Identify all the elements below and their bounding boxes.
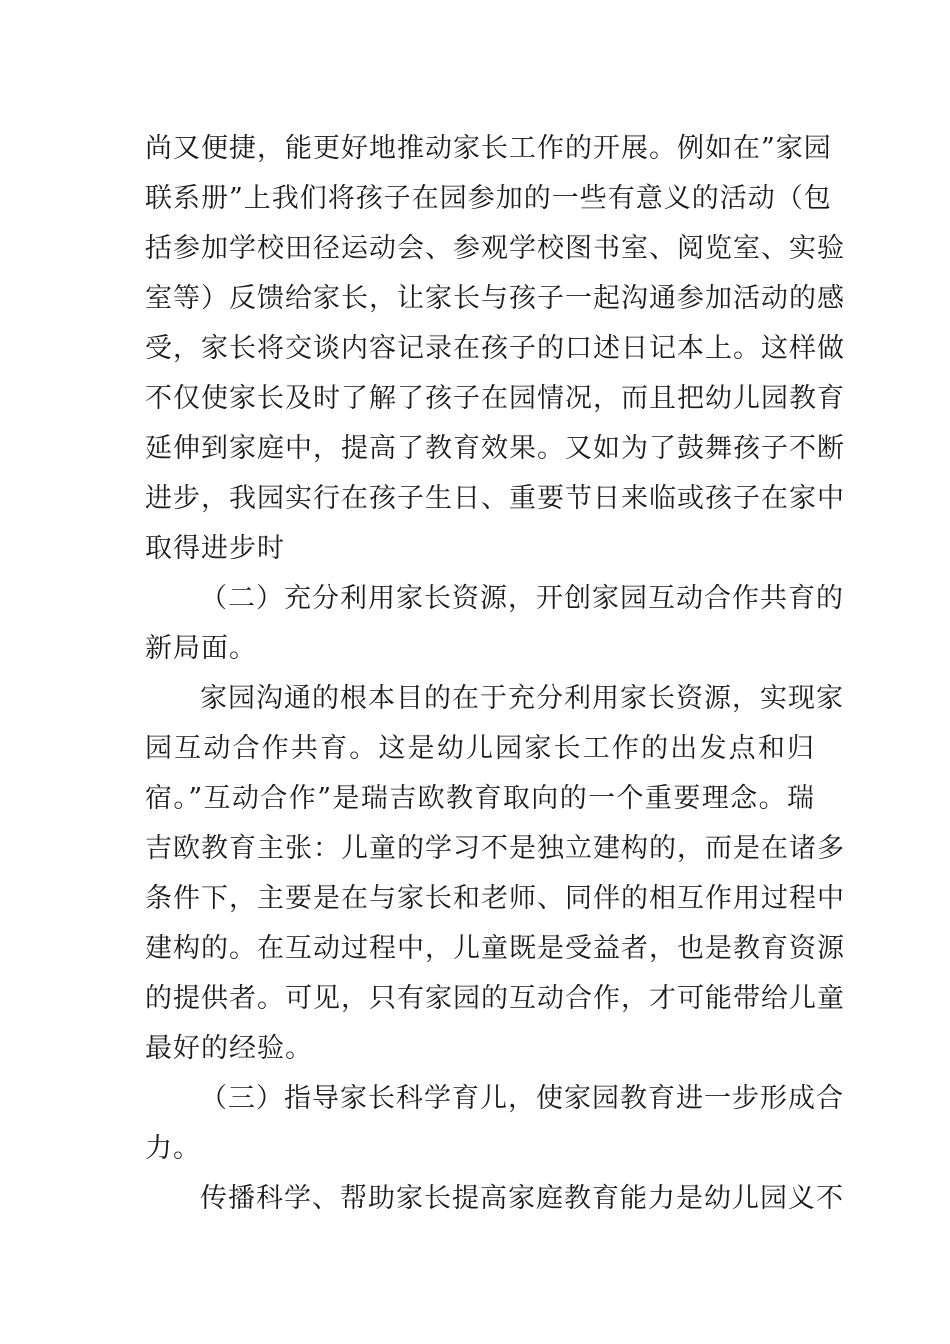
paragraph-start: 家园沟通的根本目的在于充分利用家长资源，实现家 bbox=[200, 683, 844, 714]
text-line: 条件下，主要是在与家长和老师、同伴的相互作用过程中 bbox=[145, 883, 845, 914]
text-line: 不仅使家长及时了解了孩子在园情况，而且把幼儿园教育 bbox=[145, 383, 845, 414]
section-heading-3-cont: 力。 bbox=[145, 1133, 201, 1164]
text-line: 园互动合作共育。这是幼儿园家长工作的出发点和归 bbox=[145, 733, 815, 764]
text-line: 最好的经验。 bbox=[145, 1033, 313, 1064]
section-heading-2-cont: 新局面。 bbox=[145, 633, 257, 664]
section-heading-3: （三）指导家长科学育儿，使家园教育进一步形成合 bbox=[200, 1083, 844, 1114]
text-line: 括参加学校田径运动会、参观学校图书室、阅览室、实验 bbox=[145, 233, 845, 264]
text-line: 宿。”互动合作”是瑞吉欧教育取向的一个重要理念。瑞 bbox=[145, 783, 815, 814]
text-line: 建构的。在互动过程中，儿童既是受益者，也是教育资源 bbox=[145, 933, 845, 964]
text-line: 尚又便捷，能更好地推动家长工作的开展。例如在”家园 bbox=[145, 133, 832, 164]
paragraph-start: 传播科学、帮助家长提高家庭教育能力是幼儿园义不 bbox=[200, 1183, 844, 1214]
text-line: 联系册”上我们将孩子在园参加的一些有意义的活动（包 bbox=[145, 183, 832, 214]
text-line: 受，家长将交谈内容记录在孩子的口述日记本上。这样做 bbox=[145, 333, 845, 364]
text-line: 吉欧教育主张：儿童的学习不是独立建构的，而是在诸多 bbox=[145, 833, 845, 864]
text-line: 延伸到家庭中，提高了教育效果。又如为了鼓舞孩子不断 bbox=[145, 433, 845, 464]
section-heading-2: （二）充分利用家长资源，开创家园互动合作共育的 bbox=[200, 583, 844, 614]
text-line: 取得进步时 bbox=[145, 533, 285, 564]
text-line: 的提供者。可见，只有家园的互动合作，才可能带给儿童 bbox=[145, 983, 845, 1014]
text-line: 进步，我园实行在孩子生日、重要节日来临或孩子在家中 bbox=[145, 483, 845, 514]
text-line: 室等）反馈给家长，让家长与孩子一起沟通参加活动的感 bbox=[145, 283, 845, 314]
